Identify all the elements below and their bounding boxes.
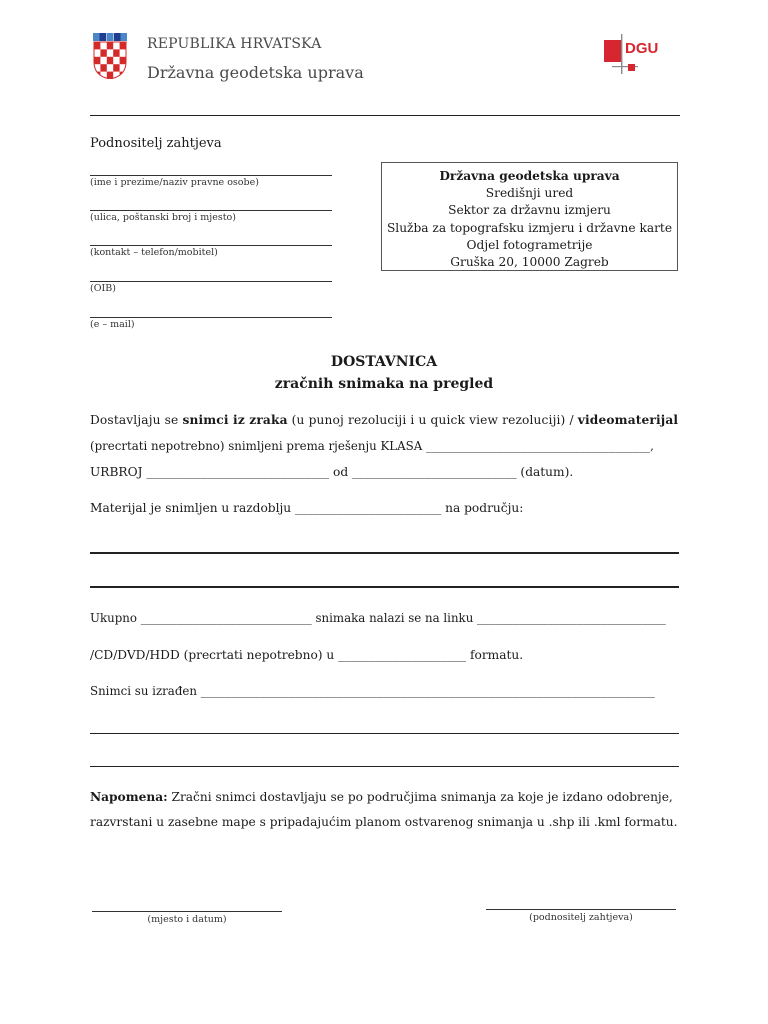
note-line2: razvrstani u zasebne mape s pripadajućim planom ostvarenog snimanja u .shp ili .kml formatu. [90, 815, 678, 829]
paragraph-media: /CD/DVD/HDD (precrtati nepotrebno) u _____________________ formatu. [90, 648, 524, 662]
croatian-coat-of-arms-icon [92, 33, 128, 79]
p1-part-a: Dostavljaju se [90, 413, 183, 427]
paragraph-total: Ukupno _____________________________ snimaka nalazi se na linku ________________________________ [90, 611, 666, 625]
paragraph-delivery-line3: URBROJ ______________________________ od ___________________________ (datum). [90, 465, 574, 479]
note-line1 [90, 790, 673, 804]
applicant-oib-label: (OIB) [90, 283, 116, 294]
recipient-line-4: Služba za topografsku izmjeru i državne karte [386, 220, 673, 235]
applicant-email-line[interactable] [90, 317, 332, 318]
document-subtitle: zračnih snimaka na pregled [274, 376, 494, 392]
applicant-name-label: (ime i prezime/naziv pravne osobe) [90, 177, 259, 188]
note-text1: Zračni snimci dostavljaju se po područjima snimanja za koje je izdano odobrenje, [167, 790, 673, 804]
area-line-2[interactable] [90, 586, 679, 588]
recipient-line-6: Gruška 20, 10000 Zagreb [450, 255, 609, 270]
applicant-oib-line[interactable] [90, 281, 332, 282]
area-line-1[interactable] [90, 552, 679, 554]
dgu-logo-icon [604, 34, 676, 74]
applicant-title: Podnositelj zahtjeva [90, 136, 222, 151]
dgu-logo-text: DGU [625, 40, 659, 57]
applicant-name-line[interactable] [90, 175, 332, 176]
agency-name: Državna geodetska uprava [147, 63, 364, 82]
header-divider [90, 115, 680, 116]
recipient-address-box [381, 162, 678, 271]
p1-part-c: (u punoj rezoluciji i u quick view rezoluciji) / [287, 413, 578, 427]
recipient-line-2: Središnji ured [485, 186, 574, 201]
made-by-line-1[interactable] [90, 733, 679, 734]
made-by-line-2[interactable] [90, 766, 679, 767]
note-label: Napomena: [90, 790, 168, 804]
applicant-signature-label: (podnositelj zahtjeva) [529, 912, 633, 923]
place-date-line[interactable] [92, 911, 282, 912]
recipient-line-1: Državna geodetska uprava [439, 169, 620, 183]
paragraph-delivery-line1 [90, 413, 680, 427]
applicant-address-line[interactable] [90, 210, 332, 211]
p1-part-b: snimci iz zraka [182, 413, 288, 427]
applicant-signature-line[interactable] [486, 909, 676, 910]
country-name: REPUBLIKA HRVATSKA [147, 36, 322, 52]
p1-part-d: videomaterijal [577, 413, 679, 427]
applicant-contact-line[interactable] [90, 245, 332, 246]
paragraph-period: Materijal je snimljen u razdoblju ________________________ na području: [90, 501, 524, 515]
paragraph-delivery-line2: (precrtati nepotrebno) snimljeni prema rješenju KLASA ______________________________________, [90, 439, 654, 453]
recipient-line-3: Sektor za državnu izmjeru [448, 203, 611, 218]
document-title: DOSTAVNICA [330, 354, 438, 370]
applicant-address-label: (ulica, poštanski broj i mjesto) [90, 212, 236, 223]
place-date-label: (mjesto i datum) [147, 914, 227, 925]
applicant-email-label: (e – mail) [90, 319, 135, 330]
paragraph-made-by: Snimci su izrađen _____________________________________________________________________________ [90, 684, 655, 698]
applicant-contact-label: (kontakt – telefon/mobitel) [90, 247, 218, 258]
recipient-line-5: Odjel fotogrametrije [466, 237, 593, 252]
